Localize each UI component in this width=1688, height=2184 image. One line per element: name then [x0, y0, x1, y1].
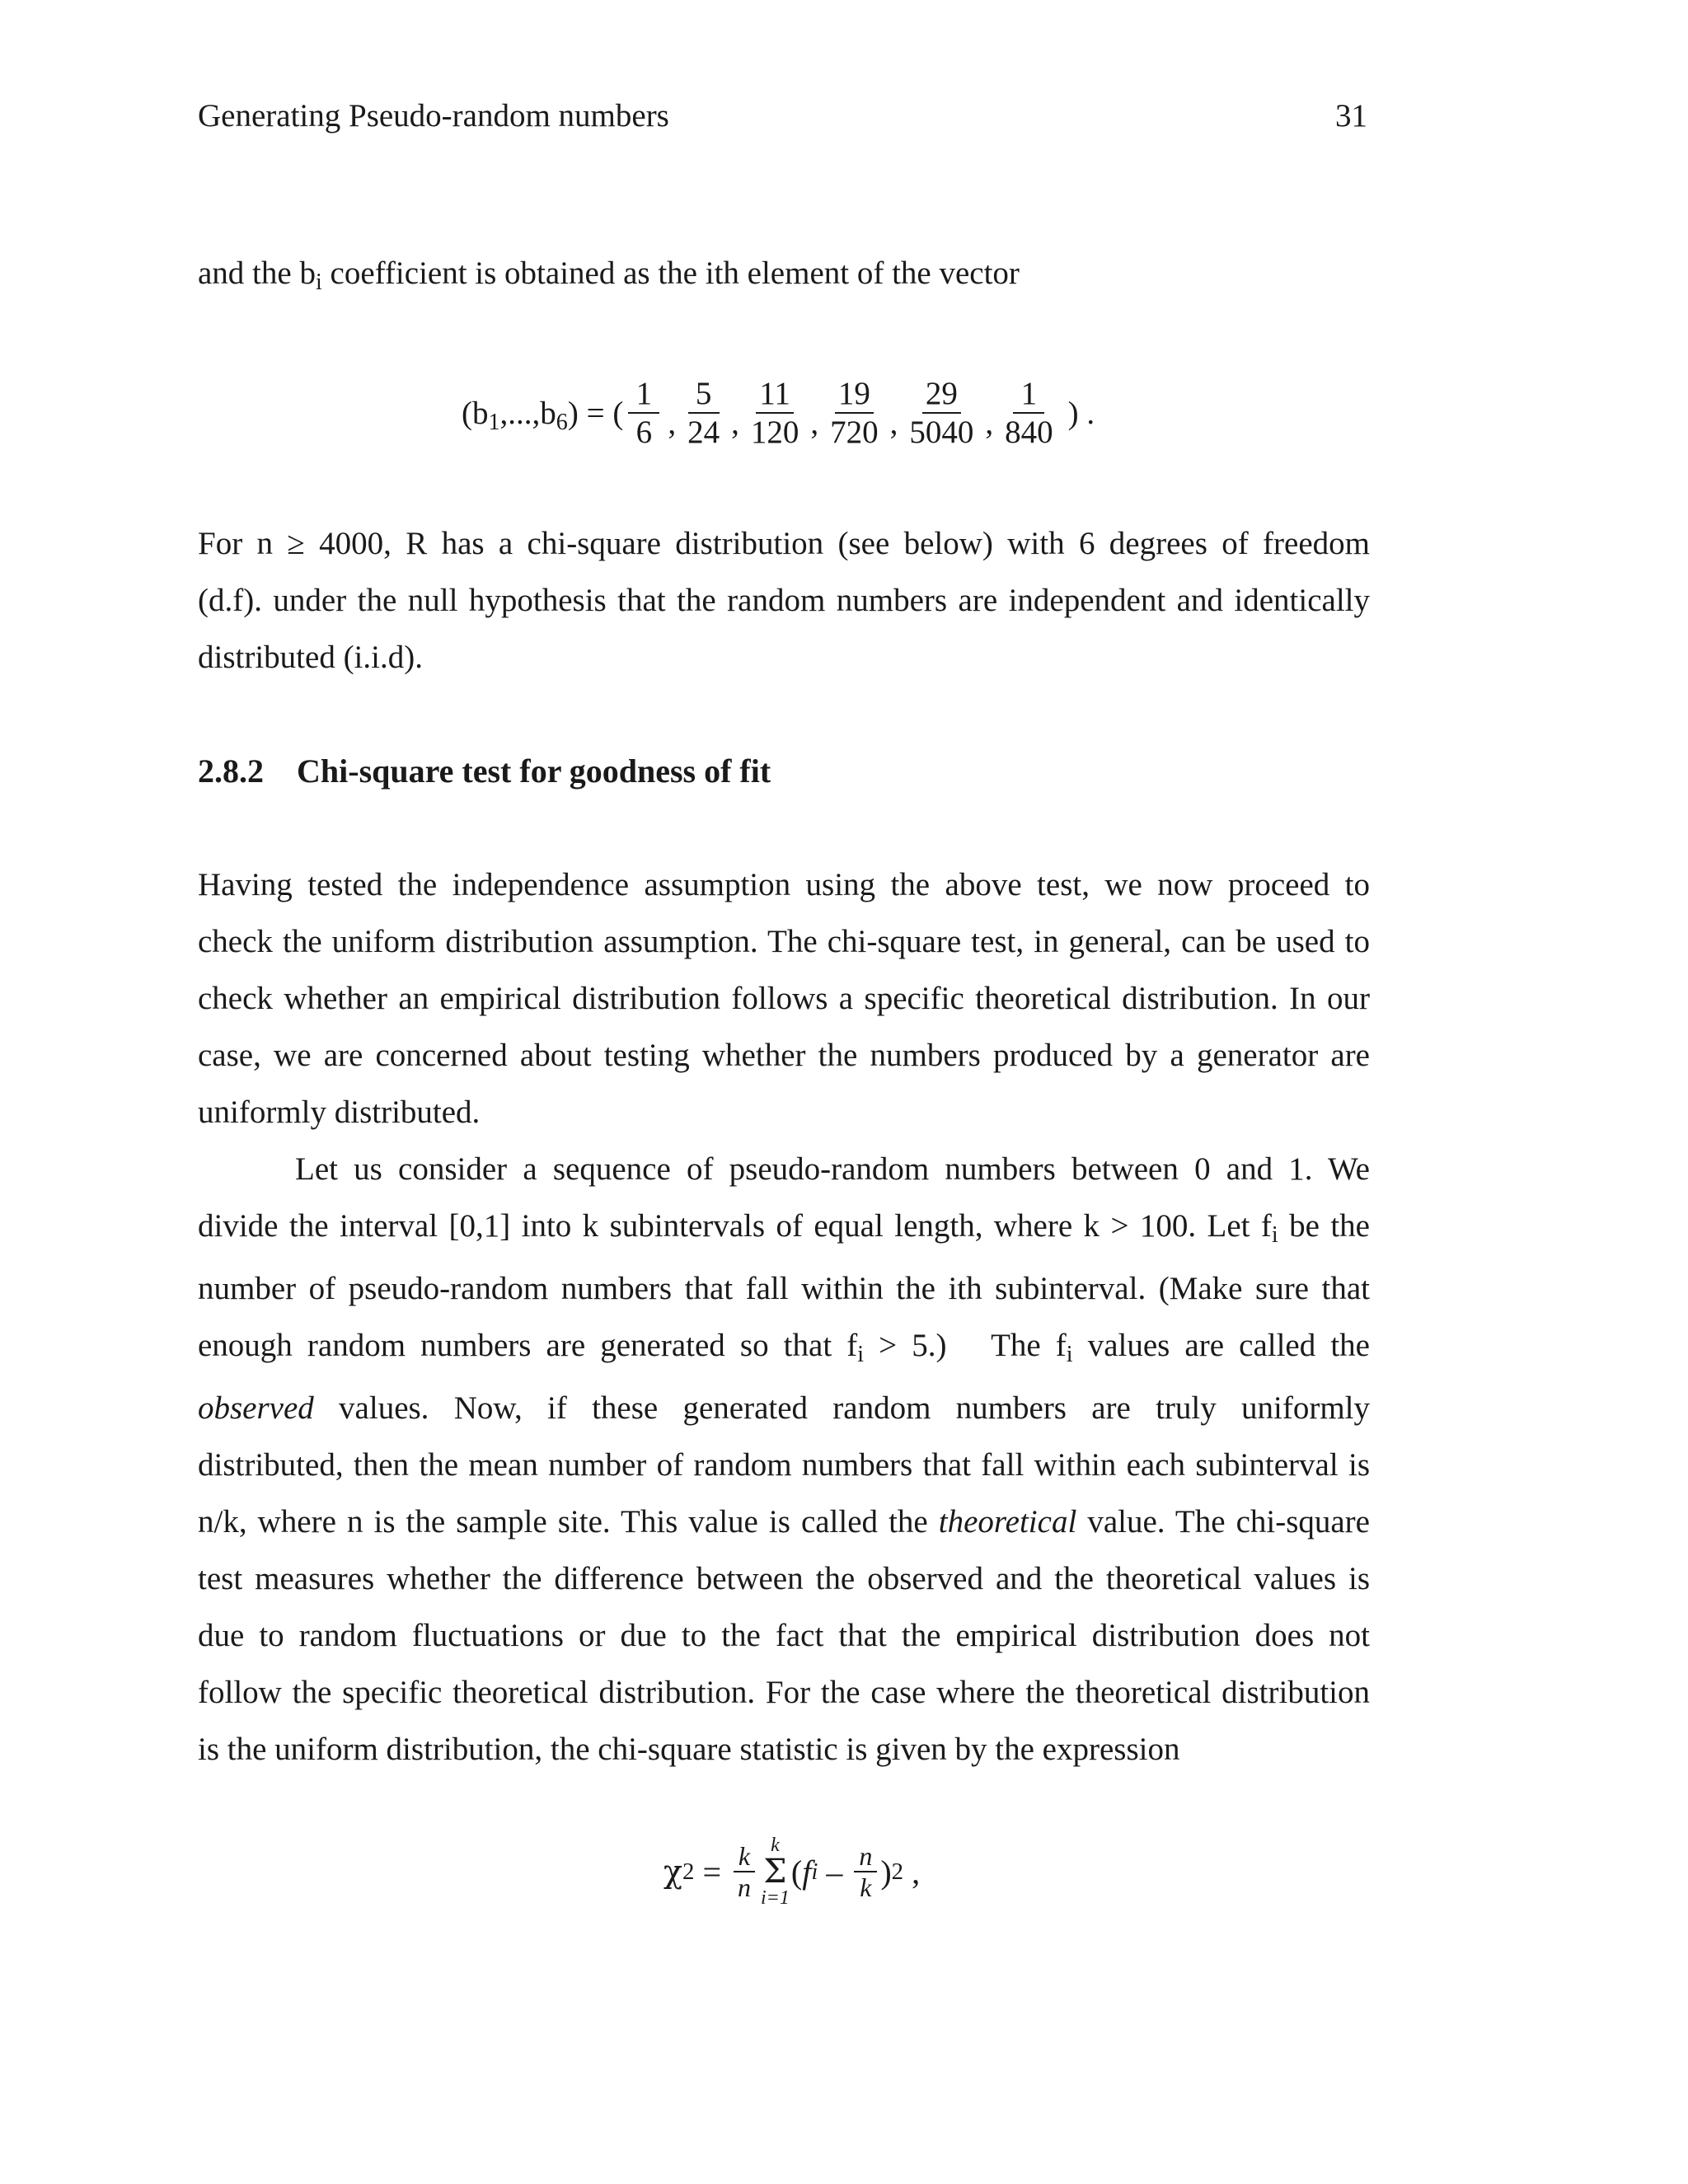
paragraph-line: Having tested the independence assumption using the above test, we now proceed to: [198, 867, 1370, 902]
section-title: Chi-square test for goodness of fit: [297, 752, 771, 790]
intro-line: and the $b_i$ coefficient is obtained as the ith element of the vector: [198, 255, 1020, 296]
comma: ,: [985, 405, 994, 441]
comma: ,: [731, 405, 739, 441]
fraction: $\frac{5}{24}$: [687, 376, 720, 450]
paragraph-line: Let us consider a sequence of pseudo-random numbers between 0 and 1. We: [295, 1151, 1370, 1187]
fraction: $\frac{k}{n}$: [733, 1843, 756, 1900]
chi-square-formula: χ 2 = $\frac{k}{n}$ k Σ i=1 ( f i – $\frac{n}{k}$ ) 2 ,: [663, 1835, 921, 1909]
paragraph-line: test measures whether the difference between the observed and the theoretical values is: [198, 1561, 1370, 1596]
paragraph-line: observed values. Now, if these generated random numbers are truly uniformly: [198, 1390, 1370, 1426]
fraction: $\frac{n}{k}$: [854, 1843, 877, 1900]
paragraph-line: check the uniform distribution assumption. The chi-square test, in general, can be used to: [198, 924, 1370, 959]
comma: ,: [668, 405, 677, 441]
paragraph-line: check whether an empirical distribution follows a specific theoretical distribution. In our: [198, 981, 1370, 1016]
comma: ,: [810, 405, 819, 441]
paragraph-line: distributed (i.i.d).: [198, 640, 423, 675]
fraction: $\frac{29}{5040}$: [909, 376, 974, 450]
running-header-title: Generating Pseudo-random numbers: [198, 98, 669, 134]
vector-close: ) .: [1067, 395, 1095, 431]
fraction: $\frac{1}{6}$: [628, 377, 659, 448]
fraction: $\frac{1}{840}$: [1005, 376, 1053, 450]
fraction: $\frac{19}{720}$: [830, 376, 879, 450]
page-number: 31: [1335, 98, 1367, 134]
paragraph-line: divide the interval [0,1] into k subintervals of equal length, where k > 100. Let $f_i$ be the: [198, 1208, 1370, 1249]
paragraph-line: number of pseudo-random numbers that fall within the ith subinterval. (Make sure that: [198, 1271, 1370, 1306]
vector-lhs: $(b_1,...,b_6)$ = (: [462, 395, 624, 435]
paragraph-line: uniformly distributed.: [198, 1094, 481, 1130]
summation: k Σ i=1: [761, 1835, 790, 1909]
section-heading: [198, 752, 771, 790]
paragraph-line: is the uniform distribution, the chi-square statistic is given by the expression: [198, 1732, 1180, 1767]
comma: ,: [889, 405, 898, 441]
paragraph-line: For n ≥ 4000, R has a chi-square distribution (see below) with 6 degrees of freedom: [198, 526, 1370, 561]
paragraph-line: enough random numbers are generated so that $f_i > 5$.) The $f_i$ values are called the: [198, 1328, 1370, 1368]
vector-equation: [462, 376, 1095, 450]
fraction: $\frac{11}{120}$: [750, 376, 799, 450]
paragraph-line: case, we are concerned about testing whether the numbers produced by a generator are: [198, 1038, 1370, 1073]
paragraph-line: n/k, where n is the sample site. This value is called the theoretical value. The chi-square: [198, 1504, 1370, 1540]
paragraph-line: distributed, then the mean number of random numbers that fall within each subinterval is: [198, 1447, 1370, 1483]
paragraph-line: (d.f). under the null hypothesis that the random numbers are independent and identically: [198, 583, 1370, 618]
paragraph-line: due to random fluctuations or due to the fact that the empirical distribution does not: [198, 1618, 1370, 1653]
section-number: 2.8.2: [198, 752, 264, 790]
paragraph-line: follow the specific theoretical distribution. For the case where the theoretical distribution: [198, 1675, 1370, 1710]
